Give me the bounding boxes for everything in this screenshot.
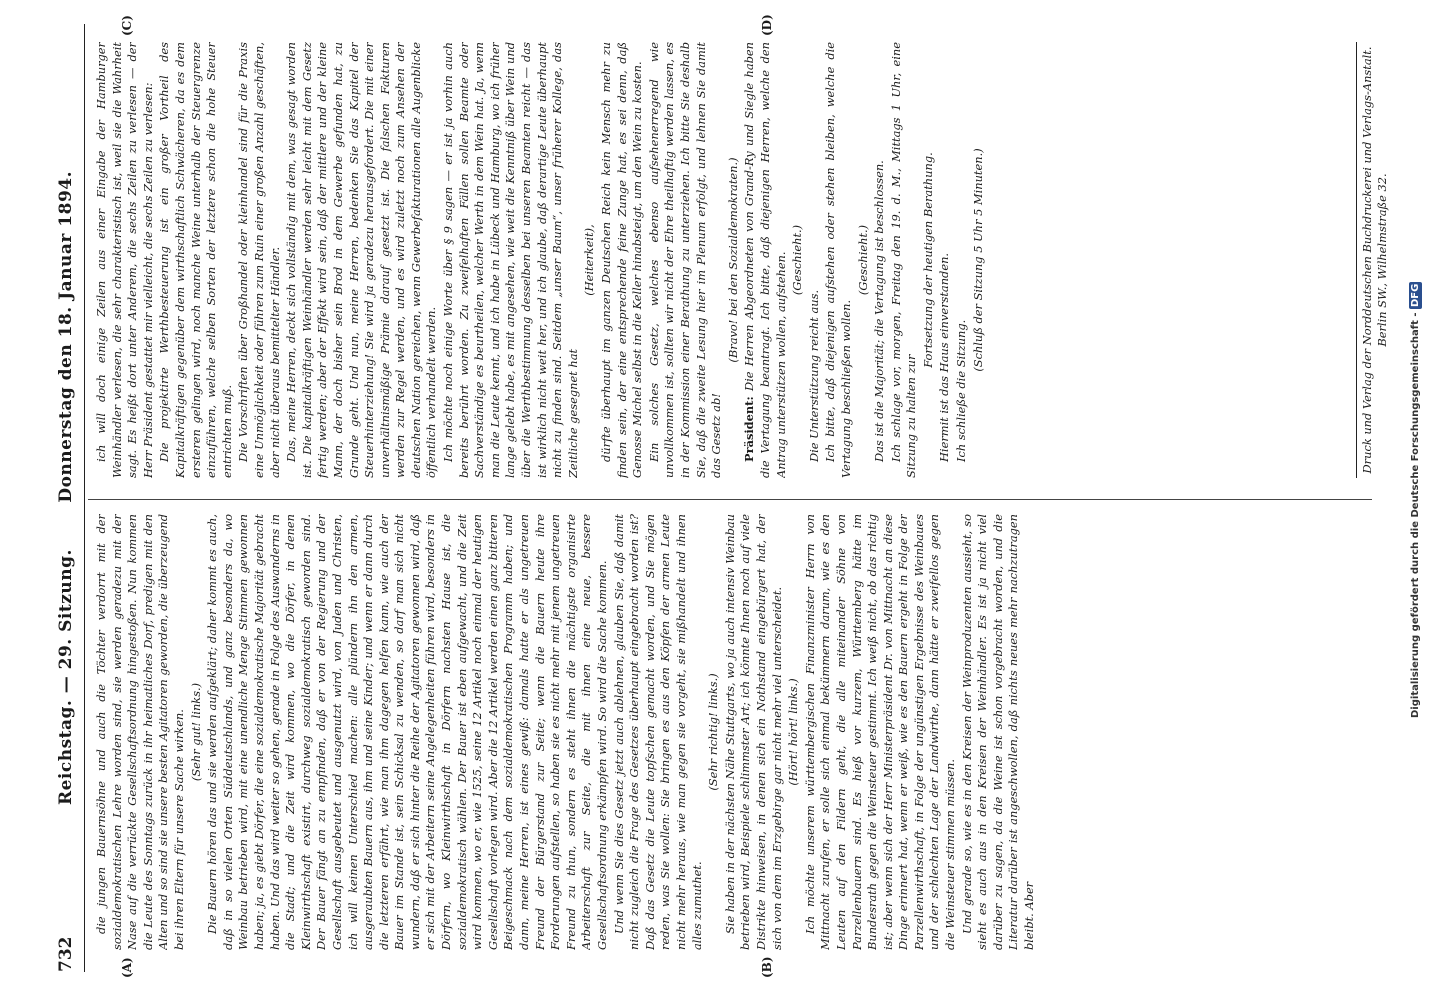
paragraph [742, 42, 789, 478]
paragraph: Ich bitte, daß diejenigen aufstehen oder stehen bleiben, welche die Vertagung beschließen wollen. [823, 42, 853, 478]
stage-direction: (Geschieht.) [855, 224, 870, 296]
speaker-label: Präsident: [742, 396, 757, 462]
paragraph: Ich möchte noch einige Worte über § 9 sagen — er ist ja vorhin auch bereits berührt worden. Zu zweifelhaften Fällen sollen Beamte oder Sachverständige es beurtheilen, welcher Werth in dem Wein hat. Ja, wenn man die Leute kennt, und ich habe in Lübeck und Hamburg, wo ich früher lange gelebt habe, es mit angesehen, wie weit die Kenntniß über Wein und über die Werthbestimmung desselben bei unseren Beamten reicht — das ist wirklich nicht weit her, und ich glaube, daß derartige Leute überhaupt nicht zu finden sind. Seitdem „unser Baum“, unser früherer Kollege, das Zeitliche gesegnet hat [441, 42, 580, 478]
margin-marker-c: (C) [120, 15, 134, 36]
paragraph: Ich schlage vor, morgen, Freitag den 19. d. M., Mittags 1 Uhr, eine Sitzung zu halten zur [888, 42, 919, 478]
paragraph: Die Unterstützung reicht aus. [806, 289, 821, 462]
paragraph: Und gerade so, wie es in den Kreisen der Weinproduzenten aussieht, so sieht es auch aus in den Kreisen der Weinhändler. Es ist ja nicht viel darüber zu sagen, da die Weine ist schon vorgebracht worden, und die Literatur darüber ist angeschwollen, daß nichts neues mehr nachzutragen bleibt. Aber [959, 514, 1037, 950]
paragraph: Das ist die Majorität; die Vertagung ist beschlossen. [872, 160, 887, 462]
page-header [52, 24, 82, 972]
stage-direction: (Bravo! bei den Sozialdemokraten.) [725, 157, 740, 363]
right-column [94, 42, 1349, 478]
paragraph: Ich möchte unserem württembergischen Finanzminister Herrn von Mittnacht zurufen, er solle sich einmal bekümmern darum, wie es den Leuten auf den Fildern geht, die alle miteinander Söhne von Parzellenbauern sind. Es hieß vor kurzem, Württemberg hätte im Bundesrath gegen die Weinsteuer gestimmt. Ich weiß nicht, ob das richtig ist; aber wenn sich der Herr Ministerpräsident Dr. von Mittnacht an diese Dinge erinnert hat, wenn er weiß, wie es den Bauern ergeht in Folge der Parzellenwirthschaft, in Folge der ungünstigen Ergebnisse des Weinbaues und der schlechten Lage der Landwirthe, dann hätte er zweifellos gegen die Weinsteuer stimmen müssen. [802, 514, 958, 950]
paragraph: Das, meine Herren, deckt sich vollständig mit dem, was gesagt worden ist. Die kapitalkräftigen Weinhändler werden sehr leicht mit dem Gesetz fertig werden; aber der Effekt wird sein, daß der mittlere und der kleine Mann, der doch bisher sein Brod in dem Gewerbe gefunden hat, zu Grunde geht. Und nun, meine Herren, bedenken Sie das Kapitel der Steuerhinterziehung! Sie wird ja geradezu herausgefordert. Die mit einer unverhältnismäßige Prämie darauf gesetzt ist. Die falschen Fakturen werden zur Regel werden, und es wird zuletzt noch zum Ansehen der deutschen Nation gereichen, wenn Gewerbefakturationen alle Augenblicke öffentlich verhandelt werden. [284, 42, 439, 478]
stage-direction: (Geschieht.) [790, 224, 805, 296]
digitization-text: Digitalisierung gefördert durch die Deutsche Forschungsgemeinschaft - [1410, 312, 1421, 719]
footer-rule [1356, 42, 1357, 478]
margin-marker-d: (D) [760, 14, 774, 36]
margin-marker-a: (A) [120, 957, 134, 978]
stage-direction: (Heiterkeit), [582, 224, 597, 296]
paragraph: Ein solches Gesetz, welches ebenso aufsehenerregend wie unvollkommen ist, sollten wir nicht der Ehre theilhaftig werden lassen, es in der Kommission einer Berathung zu unterziehen. Ich bitte Sie deshalb Sie, daß die zweite Lesung hier im Plenum erfolgt, und lehnen Sie damit das Gesetz ab! [646, 42, 724, 478]
column-divider [88, 499, 1372, 500]
stage-direction: (Sehr richtig! links.) [706, 673, 721, 791]
paragraph: Ich schließe die Sitzung. [954, 319, 969, 462]
stage-direction: Fortsetzung der heutigen Berathung. [920, 152, 935, 368]
imprint-line-2: Berlin SW., Wilhelmstraße 32. [1375, 173, 1389, 347]
speech-text: Die Herren Abgeordneten von Grand-Ry und Siegle haben die Vertagung beantragt. Ich bitte, daß diejenigen Herren, welche den Antrag unterstützen wollen, aufstehen. [742, 42, 788, 478]
dfg-logo: DFG [1410, 283, 1421, 308]
paragraph: dürfte überhaupt im ganzen Deutschen Reich kein Mensch mehr zu finden sein, der eine entsprechende feine Zunge hat, es sei denn, daß Genosse Michel selbst in die Keller hinabsteigt, um den Wein zu kosten. [599, 42, 645, 478]
paragraph: ich will doch einige Zeilen aus einer Eingabe der Hamburger Weinhändler verlesen, die sehr charakteristisch ist, weil sie die Wahrheit sagt. Es heißt dort unter Anderem, die sechs Zeilen zu verlesen — der Herr Präsident gestattet mir vielleicht, die sechs Zeilen zu verlesen: [94, 42, 155, 478]
stage-direction: (Hört! hört! links.) [786, 678, 801, 786]
digitization-note [1410, 10, 1428, 990]
left-column [94, 514, 1394, 950]
imprint-line-1: Druck und Verlag der Norddeutschen Buchdruckerei und Verlags-Anstalt. [1360, 46, 1374, 474]
paragraph: Die Vorschriften über Großhandel oder kleinhandel sind für die Praxis eine Unmöglichkeit oder führen zum Ruin einer großen Anzahl geschäften, aber nicht überaus bemittelter Händler. [236, 42, 282, 478]
session-label: Reichstag. — 29. Sitzung. [56, 542, 76, 806]
paragraph: Hiermit ist das Haus einverstanden. [937, 252, 952, 462]
paragraph: Sie haben in der nächsten Nähe Stuttgarts, wo ja auch intensiv Weinbau betrieben wird, Beispiele schlimmster Art; ich könnte Ihnen noch auf viele Distrikte hinweisen, in denen sich ein Nothstand eingebürgert hat, der sich von dem im Erzgebirge gar nicht mehr viel unterscheidet. [722, 514, 784, 950]
page-title [56, 24, 76, 952]
session-date: Donnerstag den 18. Januar 1894. [56, 170, 76, 503]
paragraph: Die Bauern hören das und sie werden aufgeklärt; daher kommt es auch, daß in so vielen Orten Süddeutschlands, und ganz besonders da, wo Weinbau betrieben wird, mit eine unendliche Menge Stimmen gewonnen haben; ja, es giebt Dörfer, die eine sozialdemokratische Majorität gebracht haben. Und das wird weiter so gehen, gerade in Folge des Auswanderns in die Stadt; und die Zeit wird kommen, wo die Dörfer, in denen Kleinwirthschaft existirt, durchweg sozialdemokratisch geworden sind. Der Bauer fängt an zu empfinden, daß er von der Regierung und der Gesellschaft ausgebeutet und ausgenutzt wird, von Juden und Christen, ich will keinen Unterschied machen: alle plündern ihn den armen, ausgeraubten Bauern aus, ihm und seine Kinder; und wenn er dann durch die letzteren erfährt, wie man ihm dagegen helfen kann, wie auch der Bauer im Stande ist, sein Schicksal zu wenden, so darf man sich nicht wundern, daß er sich hinter die Reihe der Agitatoren gewonnen wird, daß er sich mit der Arbeitern seine Angelegenheiten führen wird, besonders in Dörfern, wo Kleinwirthschaft in Dörfern nachsten Hause ist, die sozialdemokratisch wählen. Der Bauer ist eben aufgewacht, und die Zeit wird kommen, wo er, wie 1525, seine 12 Artikel noch einmal der heutigen Gesellschaft vorlegen wird. Aber die 12 Artikel werden einen ganz bitteren Beigeschmack nach dem sozialdemokratischen Programm haben; und dann, meine Herren, ist eines gewiß: damals hatte er als ungetreuen Freund der Bürgerstand zur Seite; wenn die Bauern heute ihre Forderungen aufstellen, so haben sie es nicht mehr mit jenem ungetreuen Freund zu thun, sondern es steht ihnen die mächtigste organisirte Arbeiterschaft zur Seite, die mit ihnen eine neue, bessere Gesellschaftsordnung erkämpfen wird. So wird die Sache kommen. [205, 514, 609, 950]
paragraph: Die projektirte Werthbesteuerung ist ein großer Vortheil des Kapitalkräftigen gegenüber dem wirthschaftlich Schwächeren, da es dem ersteren gelingen wird, noch manche Weine unterhalb der Steuergrenze einzuführen, welche selben Sorten der letztere schon die hohe Steuer entrichten muß. [157, 42, 234, 478]
paragraph: Und wenn Sie dies Gesetz jetzt auch ablehnen, glauben Sie, daß damit nicht zugleich die Frage des Gesetzes überhaupt eingebracht worden ist? Daß das Gesetz die Leute topfschen gemacht worden, und Sie mögen reden, was Sie wollen: Sie bringen es aus den Köpfen der armen Leute nicht mehr heraus, wie man gegen sie vorgeht, sie mißhandelt und ihnen alles zumuthet. [611, 514, 704, 950]
paragraph: die jungen Bauernsöhne und auch die Töchter verdorrt mit der sozialdemokratischen Lehre worden sind, sie werden geradezu mit der Nase auf die verrückte Gesellschaftsordnung hingestoßen. Nun kommen die Leute des Sonntags zurück in ihr heimatliches Dorf, predigen mit den Alten und so sind sie unsere besten Agitatoren geworden, die überzeugend bei ihren Eltern für unsere Sache wirken. [94, 514, 186, 950]
imprint [1360, 42, 1390, 478]
stage-direction: (Schluß der Sitzung 5 Uhr 5 Minuten.) [970, 148, 985, 372]
page-number: 732 [56, 936, 76, 972]
margin-marker-b: (B) [760, 956, 774, 978]
stage-direction: (Sehr gut! links.) [188, 682, 203, 782]
header-rule [84, 24, 85, 972]
